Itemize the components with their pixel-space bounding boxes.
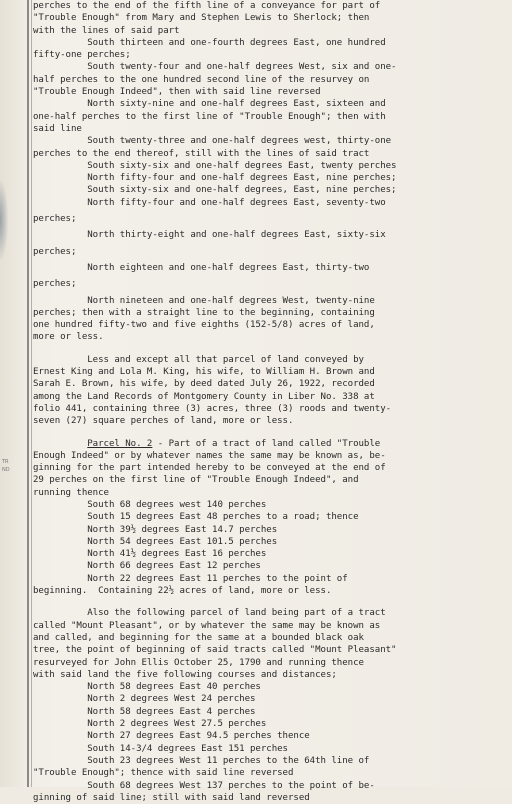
- text-line: with said land the five following courses and distances;: [33, 669, 337, 680]
- page-edge-shadow: [0, 180, 8, 260]
- text-line: Parcel No. 2 - Part of a tract of land called "Trouble: [87, 438, 381, 449]
- text-line: North nineteen and one-half degrees West, twenty-nine: [33, 295, 375, 306]
- document-body: [33, 0, 507, 804]
- text-line: North thirty-eight and one-half degrees East, sixty-six: [33, 230, 386, 241]
- text-line: North fifty-four and one-half degrees East, seventy-two: [33, 197, 386, 208]
- text-line: South 23 degrees West 11 perches to the 64th line of: [33, 755, 370, 766]
- text-line: more or less.: [33, 332, 104, 343]
- text-line: North fifty-four and one-half degrees East, nine perches;: [33, 173, 397, 184]
- text-line: South sixty-six and one-half degrees East, twenty perches: [33, 160, 397, 171]
- parcel-heading: Parcel No. 2: [87, 438, 153, 449]
- text-line: 29 perches on the first line of "Trouble Enough Indeed", and: [33, 475, 359, 486]
- margin-notes: [2, 458, 22, 474]
- text-line: perches;: [33, 246, 77, 257]
- text-line: North 54 degrees East 101.5 perches: [33, 536, 278, 547]
- text-line: North 2 degrees West 24 perches: [33, 694, 256, 705]
- text-line: called "Mount Pleasant", or by whatever the same may be known as: [33, 620, 381, 631]
- text-line: "Trouble Enough" from Mary and Stephen Lewis to Sherlock; then: [33, 13, 370, 24]
- text-line: "Trouble Enough Indeed", then with said line reversed: [33, 87, 321, 98]
- paragraph-gap: [33, 597, 507, 607]
- text-line: South 15 degrees East 48 perches to a road; thence: [33, 512, 359, 523]
- text-line: North 27 degrees East 94.5 perches thence: [33, 731, 310, 742]
- text-line: running thence: [33, 487, 109, 498]
- text-line: perches;: [33, 214, 77, 225]
- text-line: North 2 degrees West 27.5 perches: [33, 719, 267, 730]
- text-line: North sixty-nine and one-half degrees East, sixteen and: [33, 99, 386, 110]
- text-line: North 58 degrees East 40 perches: [33, 682, 261, 693]
- text-line: perches;: [33, 279, 77, 290]
- text-line: South 68 degrees West 137 perches to the point of be-: [33, 780, 375, 791]
- text-line: ginning for the part intended hereby to be conveyed at the end of: [33, 463, 386, 474]
- text-line: Less and except all that parcel of land conveyed by: [33, 354, 364, 365]
- paragraph-gap: [33, 428, 507, 438]
- text-line: beginning. Containing 22½ acres of land, more or less.: [33, 586, 332, 597]
- text-line: seven (27) square perches of land, more or less.: [33, 416, 294, 427]
- text-line: North 22 degrees East 11 perches to the point of: [33, 573, 348, 584]
- text-line: Sarah E. Brown, his wife, by deed dated July 26, 1922, recorded: [33, 379, 375, 390]
- text-line: North 41½ degrees East 16 perches: [33, 549, 267, 560]
- text-line: fifty-one perches;: [33, 50, 131, 61]
- text-line: Also the following parcel of land being part of a tract: [33, 608, 386, 619]
- text-line: "Trouble Enough"; thence with said line reversed: [33, 768, 294, 779]
- text-line: perches to the end thereof, still with the lines of said tract: [33, 148, 370, 159]
- text-line: Enough Indeed" or by whatever names the same may be known as, be-: [33, 450, 386, 461]
- text-line: said line: [33, 123, 82, 134]
- text-line: South sixty-six and one-half degrees, East, nine perches;: [33, 185, 397, 196]
- text-line: South 68 degrees west 140 perches: [33, 499, 267, 510]
- text-line: perches; then with a straight line to the beginning, containing: [33, 307, 375, 318]
- text-line: North 58 degrees East 4 perches: [33, 706, 256, 717]
- text-line: Ernest King and Lola M. King, his wife, to William H. Brown and: [33, 367, 375, 378]
- text-line: half perches to the one hundred second line of the resurvey on: [33, 74, 370, 85]
- text-line: and called, and beginning for the same at a bounded black oak: [33, 632, 364, 643]
- paragraph-gap: [33, 344, 507, 354]
- margin-note: TR: [2, 459, 9, 465]
- text-line: with the lines of said part: [33, 25, 180, 36]
- text-line: South 14-3/4 degrees East 151 perches: [33, 743, 288, 754]
- text-line: North eighteen and one-half degrees East, thirty-two: [33, 262, 370, 273]
- text-line: perches to the end of the fifth line of a conveyance for part of: [33, 1, 381, 11]
- text-line: North 66 degrees East 12 perches: [33, 561, 261, 572]
- text-line: resurveyed for John Ellis October 25, 1790 and running thence: [33, 657, 364, 668]
- margin-rule: [27, 0, 29, 787]
- text-line: tree, the point of beginning of said tracts called "Mount Pleasant": [33, 645, 397, 656]
- text-line: ginning of said line; still with said land reversed: [33, 792, 310, 803]
- text-line: folio 441, containing three (3) acres, three (3) roods and twenty-: [33, 403, 392, 414]
- text-line: North 39½ degrees East 14.7 perches: [33, 524, 278, 535]
- text-line: South twenty-three and one-half degrees west, thirty-one: [33, 136, 392, 147]
- text-line: among the Land Records of Montgomery County in Liber No. 338 at: [33, 391, 375, 402]
- text-line: one hundred fifty-two and five eighths (152-5/8) acres of land,: [33, 320, 375, 331]
- margin-note: ND: [2, 467, 10, 473]
- text-line: South twenty-four and one-half degrees West, six and one-: [33, 62, 397, 73]
- text-line: one-half perches to the first line of "Trouble Enough"; then with: [33, 111, 386, 122]
- text-line: South thirteen and one-fourth degrees East, one hundred: [33, 37, 386, 48]
- margin-rule-inner: [31, 0, 32, 787]
